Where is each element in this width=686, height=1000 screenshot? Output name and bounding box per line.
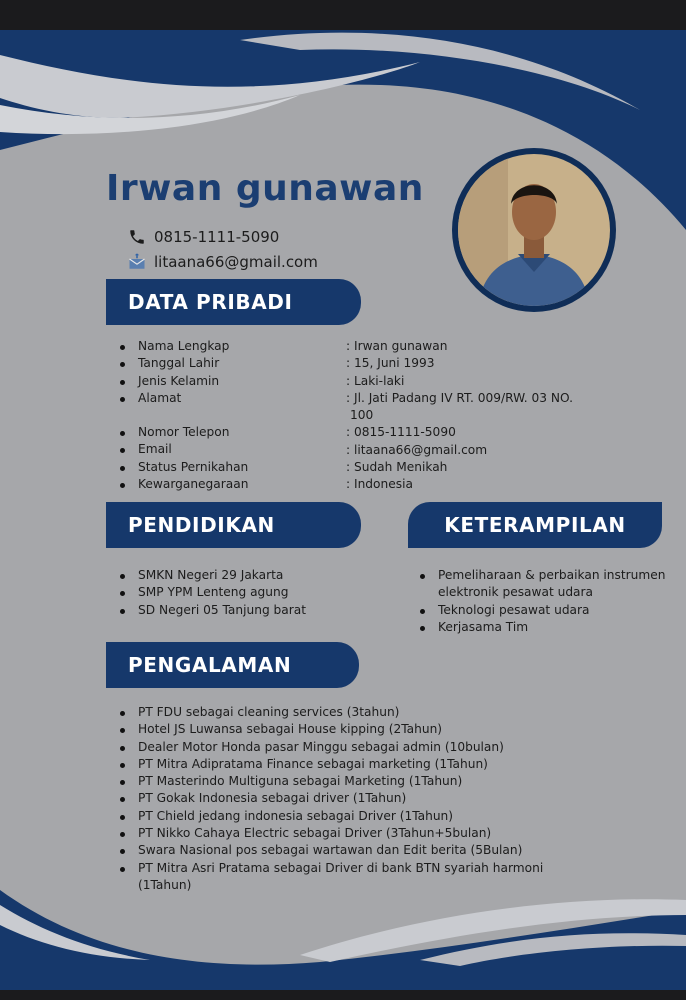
email-text: litaana66@gmail.com [154,253,318,271]
list-item: Nomor Telepon [118,424,338,441]
list-item: PT FDU sebagai cleaning services (3tahun) [118,704,598,721]
list-item-continued: elektronik pesawat udara [438,585,594,600]
section-pendidikan [106,502,361,548]
section-pengalaman [106,642,359,688]
person-icon [458,154,610,306]
section-data-pribadi [106,279,361,325]
value-kewarganegaraan: : Indonesia [346,477,413,492]
pengalaman-list [118,704,598,894]
list-item: Teknologi pesawat udara [418,602,678,619]
value-jenis-kelamin: : Laki-laki [346,373,405,388]
list-item: PT Gokak Indonesia sebagai driver (1Tahun) [118,790,598,807]
personal-values [346,338,573,494]
value-email: : litaana66@gmail.com [346,442,488,457]
list-item: Kerjasama Tim [418,619,678,636]
contact-phone [128,228,279,246]
list-item: Pemeliharaan & perbaikan instrumen [418,567,678,584]
list-spacer [118,407,338,424]
list-item: Jenis Kelamin [118,373,338,390]
section-title: KETERAMPILAN [444,513,626,537]
list-item: Alamat [118,390,338,407]
phone-icon [128,228,146,246]
section-title: DATA PRIBADI [128,290,293,314]
list-item: PT Chield jedang indonesia sebagai Driver (1Tahun) [118,808,598,825]
list-item: Status Pernikahan [118,459,338,476]
list-item: PT Masterindo Multiguna sebagai Marketing (1Tahun) [118,773,598,790]
list-item: PT Mitra Adipratama Finance sebagai marketing (1Tahun) [118,756,598,773]
section-title: PENDIDIKAN [128,513,275,537]
value-alamat-cont: 100 [350,408,374,423]
list-item: Dealer Motor Honda pasar Minggu sebagai admin (10bulan) [118,739,598,756]
value-alamat: : Jl. Jati Padang IV RT. 009/RW. 03 NO. [346,390,573,405]
section-keterampilan [408,502,662,548]
contact-email [128,253,318,271]
pendidikan-list [118,567,378,619]
full-name-title: Irwan gunawan [106,168,424,209]
envelope-icon [128,253,146,271]
list-item: PT Nikko Cahaya Electric sebagai Driver (3Tahun+5bulan) [118,825,598,842]
list-item: SMKN Negeri 29 Jakarta [118,567,378,584]
list-item: SMP YPM Lenteng agung [118,584,378,601]
list-item: Tanggal Lahir [118,355,338,372]
list-item-continued: (1Tahun) [138,877,192,892]
list-item: Email [118,441,338,458]
profile-photo [452,148,616,312]
section-title: PENGALAMAN [128,653,292,677]
value-telepon: : 0815-1111-5090 [346,425,456,440]
value-nama: : Irwan gunawan [346,339,448,353]
list-item: PT Mitra Asri Pratama sebagai Driver di bank BTN syariah harmoni [118,860,598,877]
list-item: Kewarganegaraan [118,476,338,493]
list-item: SD Negeri 05 Tanjung barat [118,602,378,619]
personal-labels-list [118,338,338,493]
list-item: Swara Nasional pos sebagai wartawan dan Edit berita (5Bulan) [118,842,598,859]
value-status: : Sudah Menikah [346,460,448,475]
keterampilan-list [418,567,678,636]
phone-text: 0815-1111-5090 [154,228,280,246]
list-item: Nama Lengkap [118,338,338,355]
value-tanggal-lahir: : 15, Juni 1993 [346,356,435,371]
list-item: Hotel JS Luwansa sebagai House kipping (2Tahun) [118,721,598,738]
